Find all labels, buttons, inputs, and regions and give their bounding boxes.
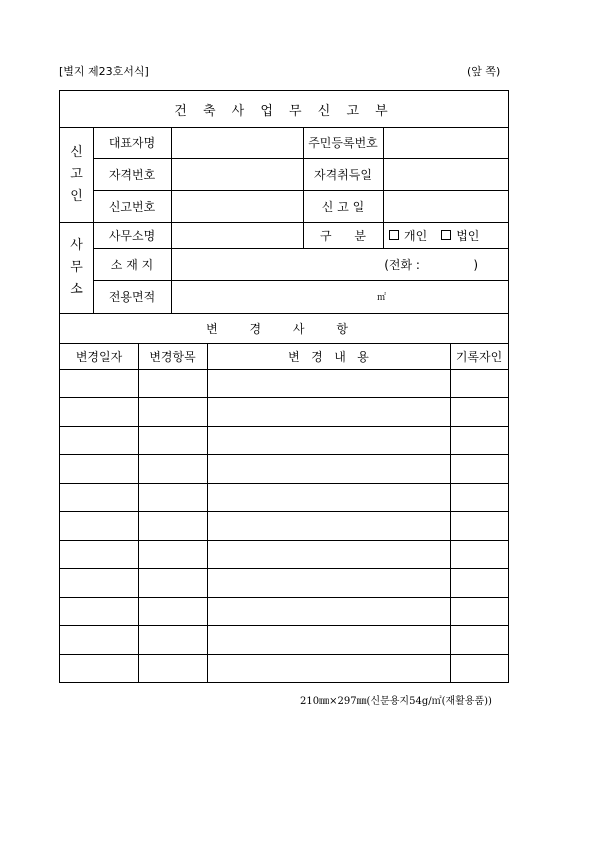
change-date-cell[interactable] [60,597,138,625]
change-item-cell[interactable] [138,597,207,625]
change-date-cell[interactable] [60,483,138,511]
change-item-cell[interactable] [138,483,207,511]
change-item-cell[interactable] [138,397,207,425]
report-date-field[interactable] [383,190,508,222]
change-content-cell[interactable] [207,454,450,482]
type-individual-label: 개인 [404,228,428,243]
col-change-item: 변경항목 [149,349,196,364]
change-date-cell[interactable] [60,369,138,397]
change-content-cell[interactable] [207,654,450,682]
col-change-content: 변 경 내 용 [288,349,369,364]
change-content-cell[interactable] [207,369,450,397]
report-form [59,90,509,683]
change-item-cell[interactable] [138,540,207,568]
report-no-field[interactable] [171,190,303,222]
change-item-cell[interactable] [138,511,207,539]
change-content-cell[interactable] [207,540,450,568]
change-item-cell[interactable] [138,568,207,596]
changes-section-title: 변 경 사 항 [206,321,362,336]
phone-label: (전화 : ) [384,257,478,272]
change-date-cell[interactable] [60,397,138,425]
type-corporation-label: 법인 [456,228,480,243]
applicant-group-char-3: 인 [70,188,83,204]
change-item-cell[interactable] [138,426,207,454]
applicant-group-char-1: 신 [70,144,83,160]
recorder-seal-cell[interactable] [450,625,508,653]
applicant-group-char-2: 고 [70,166,83,182]
office-group-label [60,222,93,313]
area-unit: ㎡ [376,293,386,303]
recorder-seal-cell[interactable] [450,511,508,539]
office-type-label: 구 분 [319,228,367,243]
col-change-date: 변경일자 [75,349,123,364]
change-content-cell[interactable] [207,568,450,596]
area-field[interactable] [171,280,508,313]
change-date-cell[interactable] [60,454,138,482]
applicant-group-label [60,127,93,222]
recorder-seal-cell[interactable] [450,454,508,482]
change-date-cell[interactable] [60,654,138,682]
office-type-options [383,222,508,248]
recorder-seal-cell[interactable] [450,597,508,625]
recorder-seal-cell[interactable] [450,369,508,397]
change-content-cell[interactable] [207,483,450,511]
recorder-seal-cell[interactable] [450,426,508,454]
resident-no-field[interactable] [383,127,508,158]
license-no-label: 자격번호 [108,167,156,182]
change-date-cell[interactable] [60,625,138,653]
license-no-field[interactable] [171,158,303,190]
office-group-char-1: 사 [70,237,83,253]
change-content-cell[interactable] [207,597,450,625]
change-content-cell[interactable] [207,397,450,425]
report-no-label: 신고번호 [108,199,156,214]
office-name-label: 사무소명 [108,228,156,243]
recorder-seal-cell[interactable] [450,654,508,682]
page-side-label: (앞 쪽) [467,65,501,78]
address-label: 소 재 지 [110,257,154,272]
license-date-label: 자격취득일 [314,167,372,182]
report-date-label: 신 고 일 [321,199,365,214]
col-recorder-seal: 기록자인 [455,349,503,364]
license-date-field[interactable] [383,158,508,190]
resident-no-label: 주민등록번호 [308,136,378,150]
form-number: [별지 제23호서식] [59,65,149,78]
checkbox-icon [389,230,399,240]
change-date-cell[interactable] [60,568,138,596]
rep-name-field[interactable] [171,127,303,158]
type-individual-checkbox[interactable] [389,227,427,244]
change-content-cell[interactable] [207,625,450,653]
change-item-cell[interactable] [138,369,207,397]
recorder-seal-cell[interactable] [450,483,508,511]
recorder-seal-cell[interactable] [450,397,508,425]
recorder-seal-cell[interactable] [450,568,508,596]
change-content-cell[interactable] [207,426,450,454]
office-group-char-3: 소 [70,281,83,297]
change-item-cell[interactable] [138,654,207,682]
form-title: 건 축 사 업 무 신 고 부 [174,103,394,119]
change-date-cell[interactable] [60,540,138,568]
area-label: 전용면적 [108,290,156,304]
change-item-cell[interactable] [138,625,207,653]
rep-name-label: 대표자명 [108,136,156,150]
change-date-cell[interactable] [60,511,138,539]
change-date-cell[interactable] [60,426,138,454]
checkbox-icon [441,230,451,240]
change-item-cell[interactable] [138,454,207,482]
address-field[interactable] [171,248,508,280]
recorder-seal-cell[interactable] [450,540,508,568]
office-name-field[interactable] [171,222,303,248]
paper-spec: 210㎜×297㎜(신문용지54g/㎡(재활용품)) [300,696,492,707]
change-content-cell[interactable] [207,511,450,539]
type-corporation-checkbox[interactable] [441,227,479,244]
office-group-char-2: 무 [70,259,83,275]
